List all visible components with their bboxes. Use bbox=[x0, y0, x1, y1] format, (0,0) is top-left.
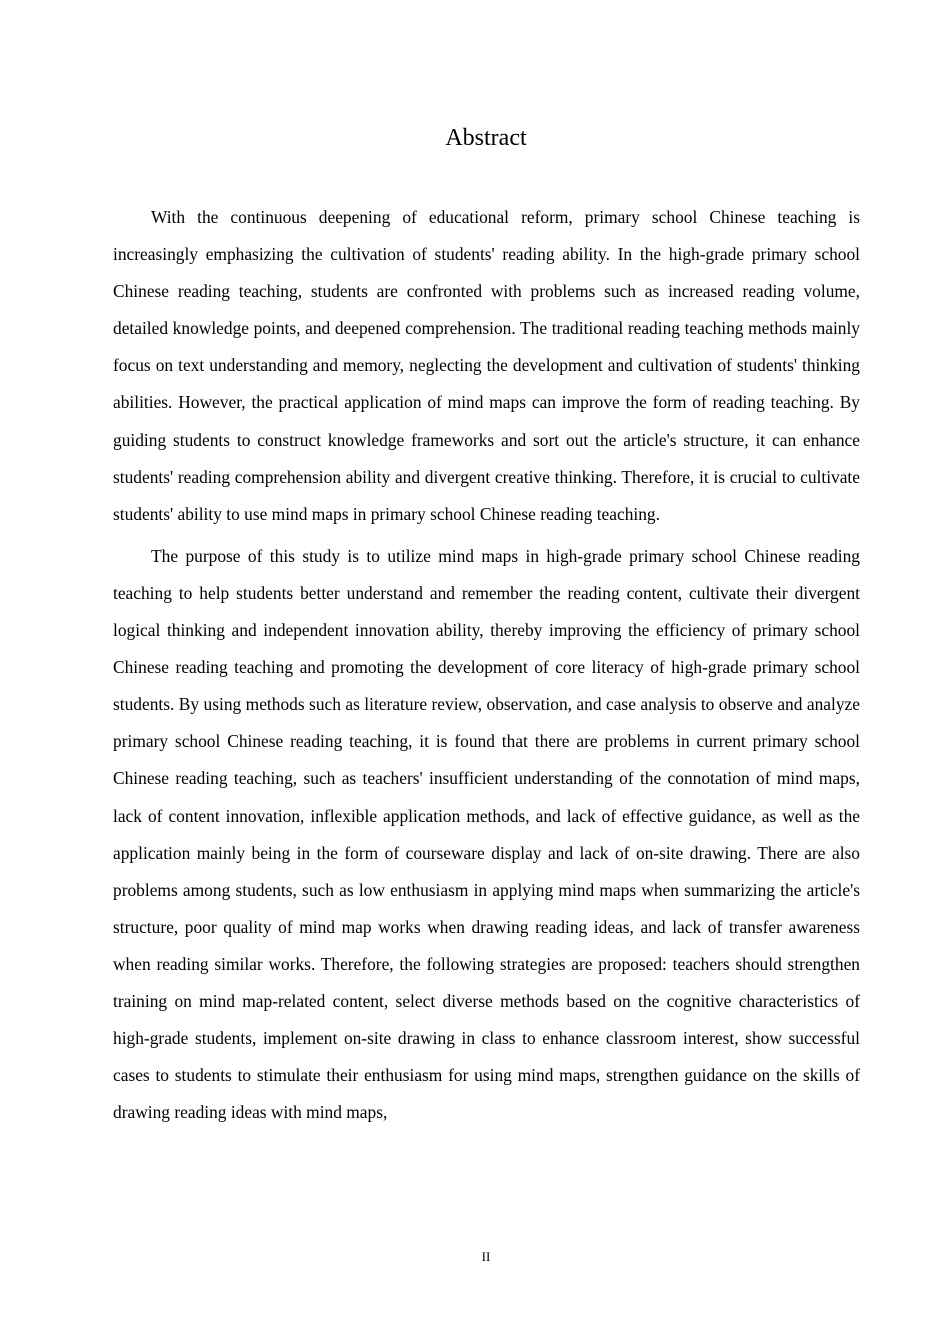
abstract-body bbox=[113, 199, 860, 1131]
abstract-paragraph-2: The purpose of this study is to utilize mind maps in high-grade primary school Chinese reading teaching to help students better understand and remember the reading content, cultivate their divergent logical thinking and independent innovation ability, thereby improving the efficiency of primary school Chinese reading teaching and promoting the development of core literacy of high-grade primary school students. By using methods such as literature review, observation, and case analysis to observe and analyze primary school Chinese reading teaching, it is found that there are problems in current primary school Chinese reading teaching, such as teachers' insufficient understanding of the connotation of mind maps, lack of content innovation, inflexible application methods, and lack of effective guidance, as well as the application mainly being in the form of courseware display and lack of on-site drawing. There are also problems among students, such as low enthusiasm in applying mind maps when summarizing the article's structure, poor quality of mind map works when drawing reading ideas, and lack of transfer awareness when reading similar works. Therefore, the following strategies are proposed: teachers should strengthen training on mind map-related content, select diverse methods based on the cognitive characteristics of high-grade students, implement on-site drawing in class to enhance classroom interest, show successful cases to students to stimulate their enthusiasm for using mind maps, strengthen guidance on the skills of drawing reading ideas with mind maps, bbox=[113, 545, 860, 1123]
page-number: II bbox=[481, 1249, 491, 1264]
page-title: Abstract bbox=[445, 125, 527, 151]
abstract-paragraph-1: With the continuous deepening of educational reform, primary school Chinese teaching is increasingly emphasizing the cultivation of students' reading ability. In the high-grade primary school Chinese reading teaching, students are confronted with problems such as increased reading volume, detailed knowledge points, and deepened comprehension. The traditional reading teaching methods mainly focus on text understanding and memory, neglecting the development and cultivation of students' thinking abilities. However, the practical application of mind maps can improve the form of reading teaching. By guiding students to construct knowledge frameworks and sort out the article's structure, it can enhance students' reading comprehension ability and divergent creative thinking. Therefore, it is crucial to cultivate students' ability to use mind maps in primary school Chinese reading teaching. bbox=[113, 207, 860, 524]
